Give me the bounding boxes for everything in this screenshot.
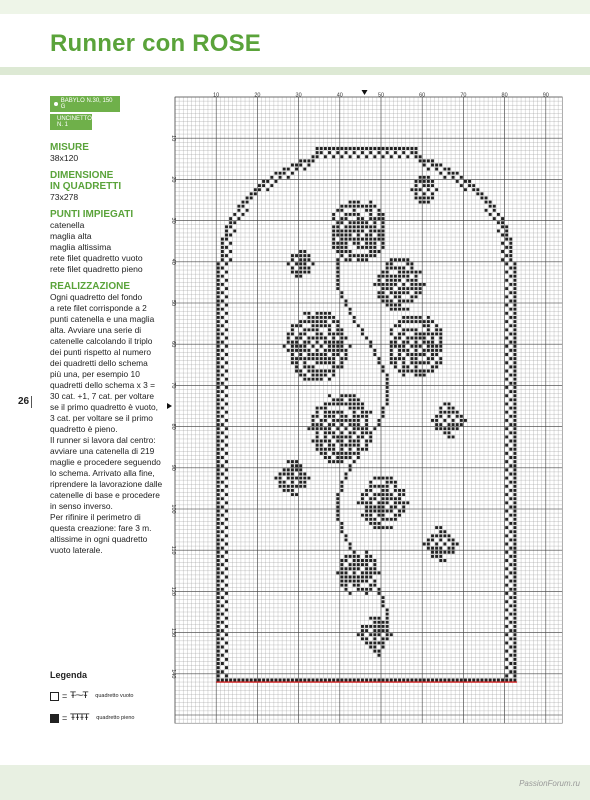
filet-chart [170,92,565,730]
realizzazione-line: lo schema. Arrivato alla fine, [50,468,155,478]
realizzazione-line: vuoto laterale. [50,545,103,555]
realizzazione-line: se il primo quadretto è vuoto, [50,402,159,412]
yarn-line: BABYLO N.30, 150 G [60,98,113,110]
stitch-symbol-empty: Ŧ⁓Ŧ [70,691,88,701]
header-band [0,0,590,14]
hook-line: UNCINETTO N. 1 [57,116,92,128]
punti-list [50,220,170,275]
stitch-symbol-full: ŦŦŦŦ [70,713,89,723]
realizzazione-line: alta. Avviare una serie di [50,325,142,335]
punto-item: catenella [50,220,85,230]
left-tick-label: 120 [170,586,176,596]
left-tick-label: 140 [170,669,176,679]
realizzazione-text [50,292,170,556]
page-title: Runner con ROSE [50,30,262,57]
top-tick-label: 30 [295,92,302,99]
punto-item: maglia altissima [50,242,112,252]
page-number: 26 [18,396,30,407]
realizzazione-line: Per rifinire il perimetro di [50,512,141,522]
hook-badge [50,114,92,130]
realizzazione-line: riprendere la lavorazione dalle [50,479,163,489]
left-tick-label: 100 [170,504,176,514]
top-tick-label: 90 [542,92,549,99]
legend-row-empty [50,688,190,704]
realizzazione-line: altissime in ogni quadretto [50,534,148,544]
legend [50,670,190,732]
bullet-icon [54,102,58,106]
punti-heading: PUNTI IMPIEGATI [50,209,134,220]
page-number-divider [31,396,32,408]
top-tick-label: 70 [460,92,467,99]
dimensione-value: 73x278 [50,192,79,202]
top-tick-label: 80 [501,92,508,99]
left-tick-label: 70 [170,382,176,389]
left-tick-label: 80 [170,423,176,430]
realizzazione-line: a rete filet corrisponde a 2 [50,303,147,313]
left-tick-label: 110 [170,545,176,555]
realizzazione-heading: REALIZZAZIONE [50,281,130,292]
top-tick-label: 40 [336,92,343,99]
top-tick-label: 20 [254,92,261,99]
quadretti-heading: IN QUADRETTI [50,181,122,192]
info-column [50,96,170,556]
left-tick-label: 20 [170,176,176,183]
left-tick-label: 90 [170,464,176,471]
header [0,0,590,75]
dimensione-heading: DIMENSIONE [50,170,114,181]
filet-chart-svg [170,92,565,725]
realizzazione-line: dei punti rispetto al numero [50,347,152,357]
left-tick-label: 40 [170,258,176,265]
legend-equals: = [62,691,68,701]
legend-title: Legenda [50,670,88,680]
realizzazione-line: Ogni quadretto del fondo [50,292,143,302]
filled-square-icon [50,714,59,723]
realizzazione-line: punti catenella e una maglia [50,314,155,324]
punto-item: maglia alta [50,231,92,241]
realizzazione-line: più una, per esempio 10 [50,369,140,379]
realizzazione-line: quadretto è pieno. [50,424,118,434]
left-tick-label: 30 [170,217,176,224]
realizzazione-line: 3 cat. per voltare se il primo [50,413,153,423]
left-tick-label: 60 [170,341,176,348]
misure-heading: MISURE [50,142,89,153]
left-tick-label: 130 [170,628,176,638]
punto-item: rete filet quadretto vuoto [50,253,143,263]
realizzazione-line: questa creazione: fare 3 m. [50,523,152,533]
center-marker-icon [362,90,368,95]
legend-equals: = [62,713,68,723]
yarn-badge [50,96,120,112]
left-tick-label: 50 [170,299,176,307]
left-tick-label: 10 [170,135,176,142]
realizzazione-line: maglie e procedere seguendo [50,457,161,467]
realizzazione-line: dei quadretti dello schema [50,358,148,368]
realizzazione-line: 30 cat. +1, 7 cat. per voltare [50,391,155,401]
top-tick-label: 50 [377,92,385,99]
misure-value: 38x120 [50,153,79,163]
realizzazione-line: catenelle di base e procedere [50,490,160,500]
realizzazione-line: catenelle calcolando il triplo [50,336,153,346]
realizzazione-line: in senso inverso. [50,501,113,511]
realizzazione-line: avviare una catenella di 219 [50,446,155,456]
top-tick-label: 60 [419,92,426,99]
legend-label-full: quadretto pieno [96,715,135,721]
realizzazione-line: quadretti dello schema x 3 = [50,380,155,390]
footer [0,765,590,800]
empty-square-icon [50,692,59,701]
legend-label-empty: quadretto vuoto [95,693,134,699]
top-tick-label: 10 [213,92,220,99]
punto-item: rete filet quadretto pieno [50,264,143,274]
legend-row-full [50,710,190,726]
site-watermark: PassionForum.ru [519,779,580,788]
realizzazione-line: Il runner si lavora dal centro: [50,435,156,445]
